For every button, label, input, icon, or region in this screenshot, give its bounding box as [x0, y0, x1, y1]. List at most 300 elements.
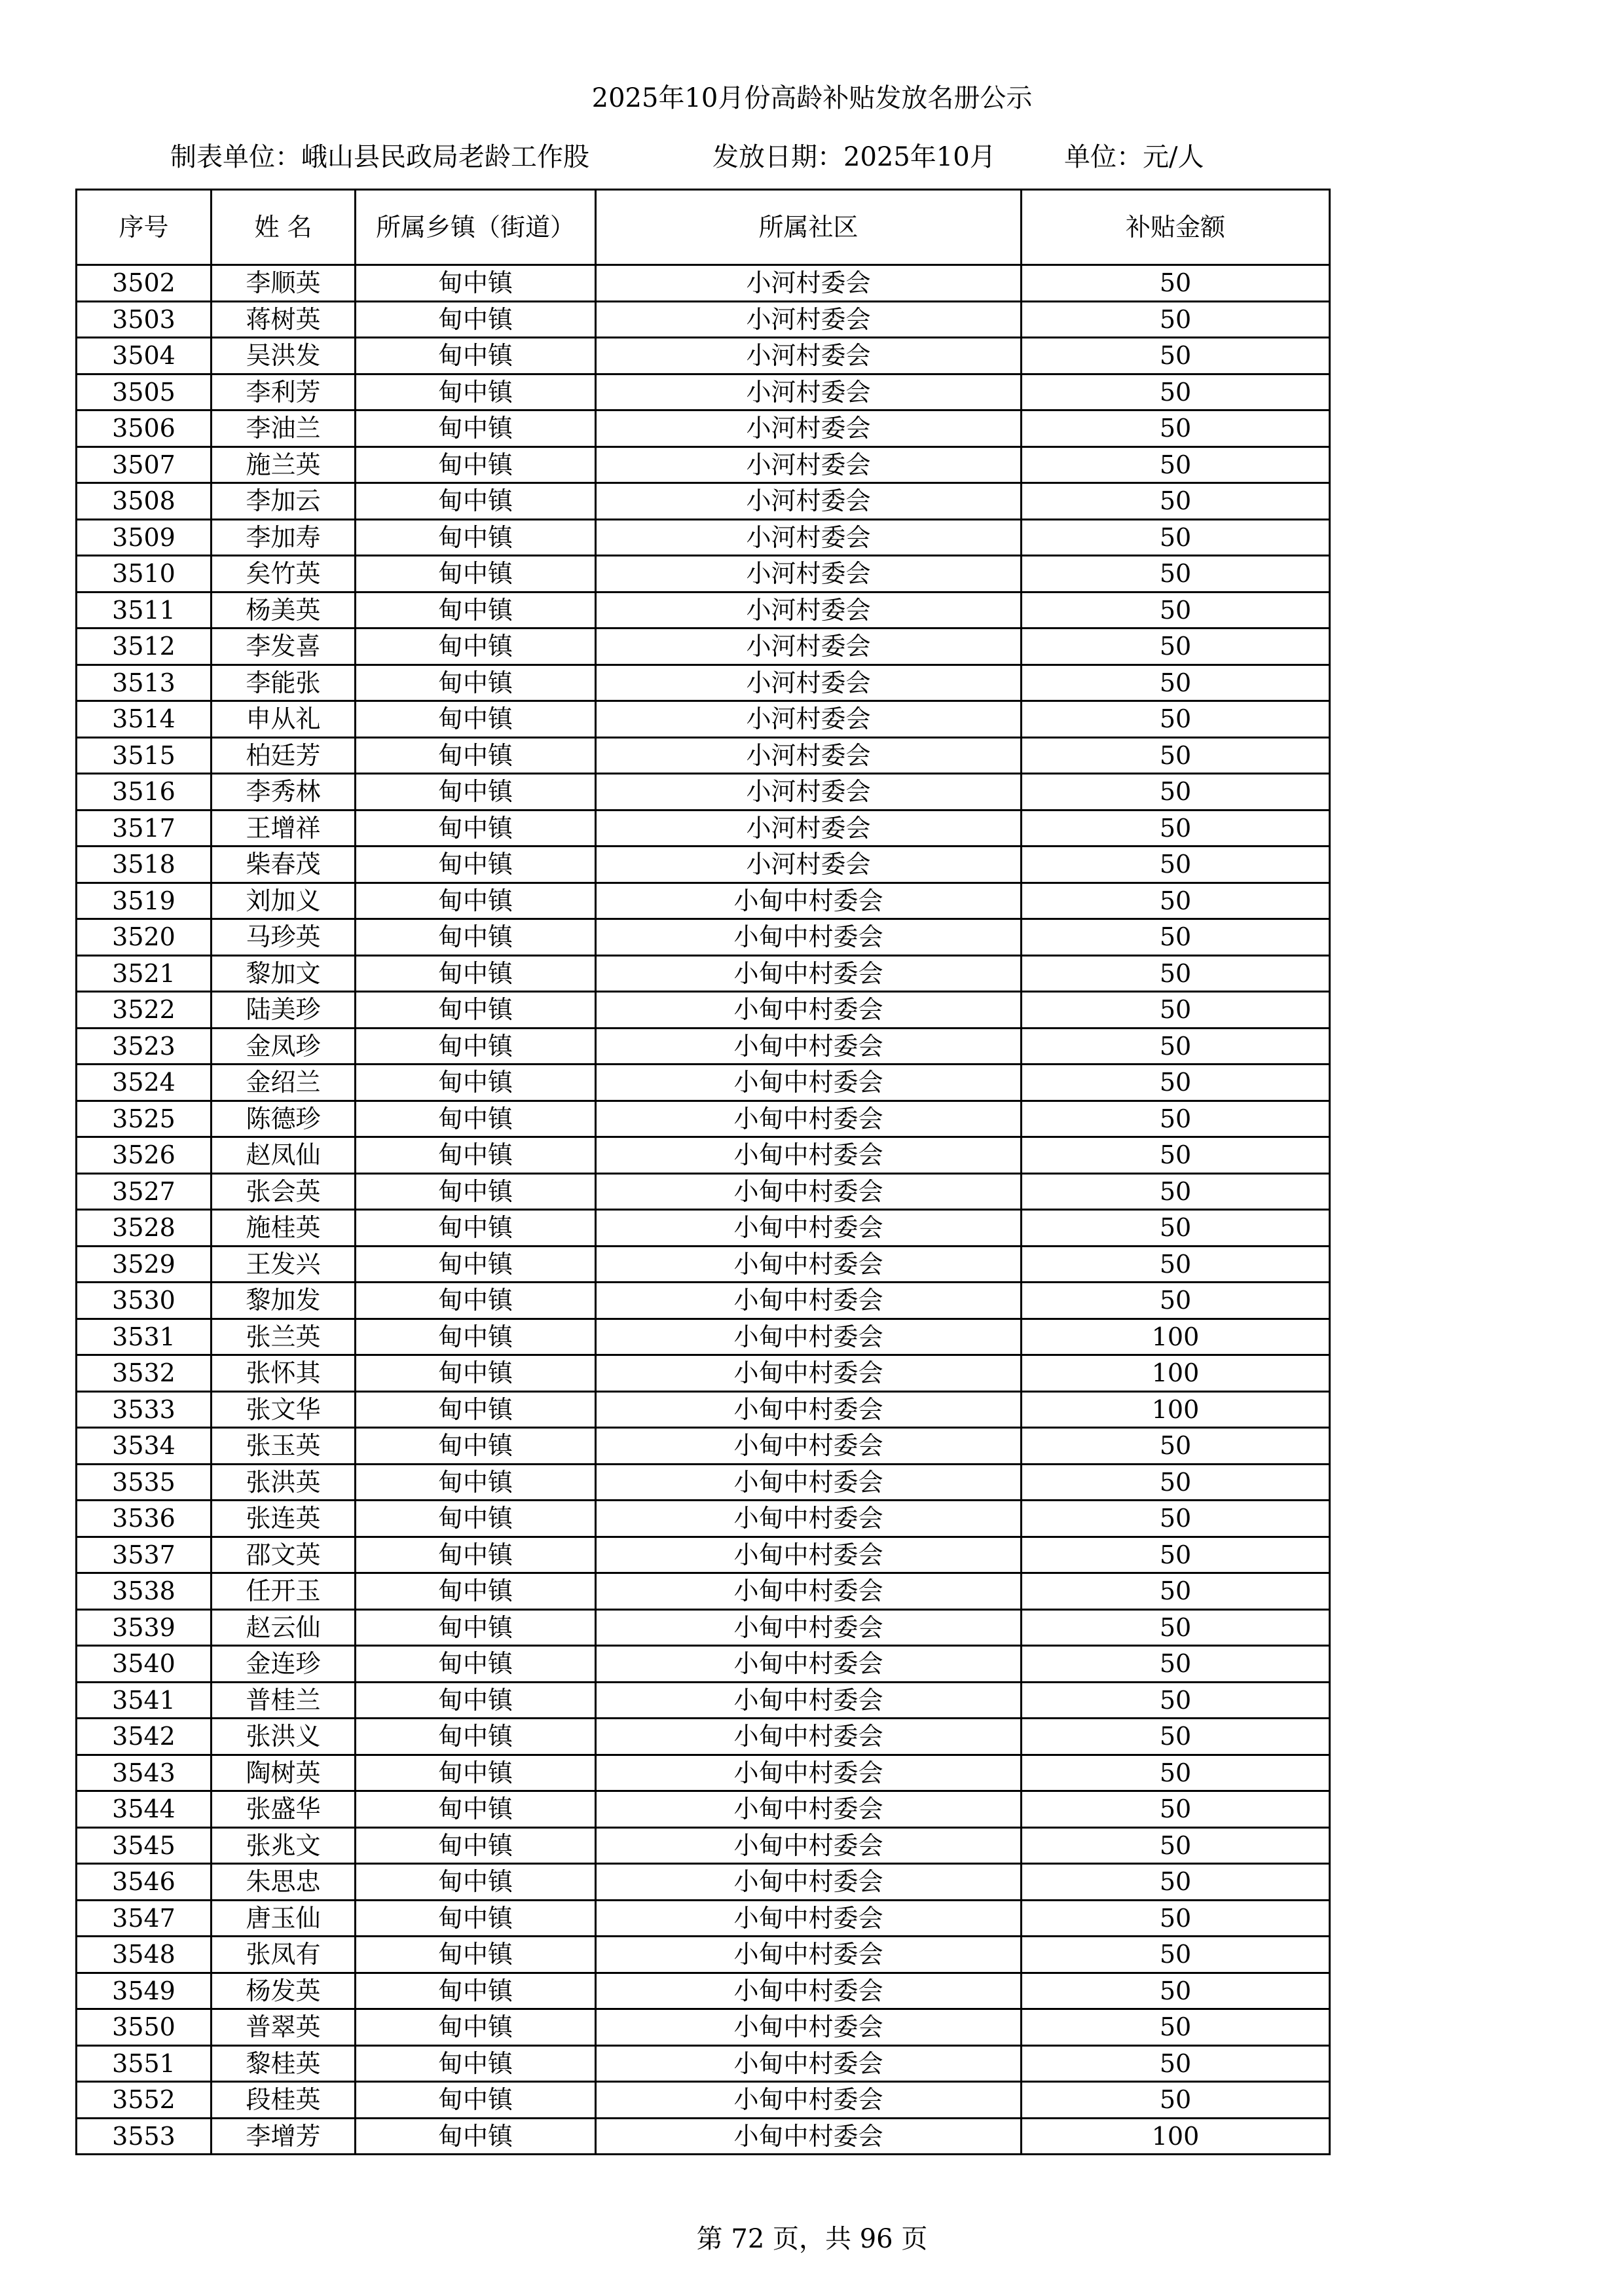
- cell-community: 小甸中村委会: [596, 1501, 1022, 1537]
- table-row: [77, 265, 1330, 302]
- cell-name: 赵云仙: [212, 1609, 356, 1646]
- cell-township: 甸中镇: [356, 1827, 596, 1864]
- cell-index: 3530: [77, 1283, 212, 1319]
- cell-name: 柴春茂: [212, 847, 356, 883]
- cell-name: 杨美英: [212, 592, 356, 629]
- table-row: [77, 1246, 1330, 1283]
- table-row: [77, 1283, 1330, 1319]
- cell-amount: 50: [1022, 1173, 1330, 1210]
- cell-community: 小甸中村委会: [596, 1864, 1022, 1901]
- cell-index: 3516: [77, 774, 212, 811]
- cell-index: 3509: [77, 519, 212, 556]
- cell-name: 李能张: [212, 665, 356, 701]
- document-meta: [0, 137, 1624, 177]
- cell-community: 小甸中村委会: [596, 1246, 1022, 1283]
- cell-community: 小河村委会: [596, 701, 1022, 738]
- cell-township: 甸中镇: [356, 1573, 596, 1610]
- cell-community: 小河村委会: [596, 338, 1022, 374]
- cell-index: 3531: [77, 1319, 212, 1355]
- cell-index: 3545: [77, 1827, 212, 1864]
- cell-community: 小河村委会: [596, 556, 1022, 592]
- cell-community: 小河村委会: [596, 774, 1022, 811]
- cell-name: 张文华: [212, 1391, 356, 1428]
- cell-community: 小甸中村委会: [596, 1719, 1022, 1755]
- cell-community: 小甸中村委会: [596, 1609, 1022, 1646]
- cell-index: 3552: [77, 2082, 212, 2119]
- cell-amount: 50: [1022, 446, 1330, 483]
- table-row: [77, 1065, 1330, 1101]
- cell-township: 甸中镇: [356, 2118, 596, 2155]
- cell-name: 施兰英: [212, 446, 356, 483]
- header-township: 所属乡镇（街道）: [356, 190, 596, 265]
- table-row: [77, 301, 1330, 338]
- cell-index: 3540: [77, 1646, 212, 1683]
- cell-amount: 50: [1022, 847, 1330, 883]
- cell-amount: 50: [1022, 1283, 1330, 1319]
- cell-index: 3525: [77, 1101, 212, 1137]
- cell-name: 李发喜: [212, 629, 356, 665]
- cell-name: 陆美珍: [212, 992, 356, 1029]
- table-row: [77, 701, 1330, 738]
- cell-name: 矣竹英: [212, 556, 356, 592]
- cell-name: 张凤有: [212, 1937, 356, 1973]
- cell-name: 王增祥: [212, 810, 356, 847]
- cell-community: 小甸中村委会: [596, 919, 1022, 956]
- cell-index: 3504: [77, 338, 212, 374]
- cell-name: 黎加文: [212, 955, 356, 992]
- cell-index: 3512: [77, 629, 212, 665]
- cell-community: 小河村委会: [596, 629, 1022, 665]
- cell-amount: 50: [1022, 1137, 1330, 1174]
- cell-township: 甸中镇: [356, 919, 596, 956]
- cell-community: 小甸中村委会: [596, 1210, 1022, 1247]
- cell-township: 甸中镇: [356, 1973, 596, 2009]
- cell-index: 3536: [77, 1501, 212, 1537]
- table-row: [77, 1101, 1330, 1137]
- cell-amount: 50: [1022, 1827, 1330, 1864]
- cell-township: 甸中镇: [356, 1028, 596, 1065]
- issue-date: 发放日期：2025年10月: [712, 142, 996, 172]
- cell-index: 3546: [77, 1864, 212, 1901]
- cell-amount: 50: [1022, 1501, 1330, 1537]
- cell-township: 甸中镇: [356, 519, 596, 556]
- cell-index: 3508: [77, 483, 212, 520]
- cell-township: 甸中镇: [356, 265, 596, 302]
- cell-township: 甸中镇: [356, 2082, 596, 2119]
- cell-amount: 50: [1022, 1609, 1330, 1646]
- cell-name: 金凤珍: [212, 1028, 356, 1065]
- table-row: [77, 1973, 1330, 2009]
- cell-community: 小甸中村委会: [596, 1537, 1022, 1573]
- cell-index: 3549: [77, 1973, 212, 2009]
- cell-community: 小甸中村委会: [596, 1646, 1022, 1683]
- document-title: 2025年10月份高龄补贴发放名册公示: [591, 83, 1033, 113]
- cell-name: 李利芳: [212, 374, 356, 410]
- cell-township: 甸中镇: [356, 1755, 596, 1791]
- cell-amount: 50: [1022, 629, 1330, 665]
- cell-community: 小甸中村委会: [596, 1791, 1022, 1828]
- cell-amount: 50: [1022, 301, 1330, 338]
- cell-name: 李加寿: [212, 519, 356, 556]
- cell-name: 张连英: [212, 1501, 356, 1537]
- cell-name: 黎加发: [212, 1283, 356, 1319]
- table-row: [77, 629, 1330, 665]
- cell-amount: 50: [1022, 2009, 1330, 2046]
- cell-township: 甸中镇: [356, 992, 596, 1029]
- cell-amount: 50: [1022, 955, 1330, 992]
- cell-township: 甸中镇: [356, 2045, 596, 2082]
- table-body: [77, 265, 1330, 2155]
- cell-community: 小甸中村委会: [596, 2118, 1022, 2155]
- cell-community: 小河村委会: [596, 847, 1022, 883]
- cell-index: 3541: [77, 1682, 212, 1719]
- cell-name: 张洪英: [212, 1464, 356, 1501]
- cell-township: 甸中镇: [356, 338, 596, 374]
- cell-township: 甸中镇: [356, 1501, 596, 1537]
- cell-community: 小甸中村委会: [596, 1319, 1022, 1355]
- cell-township: 甸中镇: [356, 1319, 596, 1355]
- cell-name: 李油兰: [212, 410, 356, 447]
- cell-index: 3538: [77, 1573, 212, 1610]
- cell-name: 李加云: [212, 483, 356, 520]
- table-row: [77, 2082, 1330, 2119]
- cell-index: 3529: [77, 1246, 212, 1283]
- cell-index: 3507: [77, 446, 212, 483]
- table-row: [77, 1355, 1330, 1392]
- cell-amount: 50: [1022, 2045, 1330, 2082]
- cell-name: 杨发英: [212, 1973, 356, 2009]
- cell-amount: 100: [1022, 1391, 1330, 1428]
- cell-community: 小河村委会: [596, 410, 1022, 447]
- cell-amount: 50: [1022, 919, 1330, 956]
- cell-township: 甸中镇: [356, 1537, 596, 1573]
- cell-name: 张玉英: [212, 1428, 356, 1465]
- cell-index: 3502: [77, 265, 212, 302]
- table-row: [77, 992, 1330, 1029]
- cell-township: 甸中镇: [356, 1391, 596, 1428]
- cell-township: 甸中镇: [356, 1937, 596, 1973]
- cell-name: 刘加义: [212, 883, 356, 919]
- cell-name: 马珍英: [212, 919, 356, 956]
- cell-community: 小甸中村委会: [596, 1101, 1022, 1137]
- cell-index: 3533: [77, 1391, 212, 1428]
- cell-township: 甸中镇: [356, 955, 596, 992]
- cell-index: 3510: [77, 556, 212, 592]
- table-row: [77, 1682, 1330, 1719]
- cell-community: 小甸中村委会: [596, 1573, 1022, 1610]
- cell-index: 3506: [77, 410, 212, 447]
- cell-name: 唐玉仙: [212, 1900, 356, 1937]
- cell-community: 小甸中村委会: [596, 2082, 1022, 2119]
- cell-township: 甸中镇: [356, 1210, 596, 1247]
- table-row: [77, 1864, 1330, 1901]
- cell-community: 小河村委会: [596, 301, 1022, 338]
- table-row: [77, 2009, 1330, 2046]
- cell-name: 施桂英: [212, 1210, 356, 1247]
- cell-community: 小甸中村委会: [596, 2009, 1022, 2046]
- cell-community: 小甸中村委会: [596, 992, 1022, 1029]
- cell-index: 3548: [77, 1937, 212, 1973]
- cell-index: 3527: [77, 1173, 212, 1210]
- cell-township: 甸中镇: [356, 1137, 596, 1174]
- cell-index: 3535: [77, 1464, 212, 1501]
- cell-township: 甸中镇: [356, 1791, 596, 1828]
- cell-amount: 50: [1022, 483, 1330, 520]
- cell-amount: 50: [1022, 1646, 1330, 1683]
- cell-community: 小甸中村委会: [596, 1137, 1022, 1174]
- table-row: [77, 1900, 1330, 1937]
- table-row: [77, 1501, 1330, 1537]
- cell-name: 朱思忠: [212, 1864, 356, 1901]
- cell-index: 3517: [77, 810, 212, 847]
- cell-name: 赵凤仙: [212, 1137, 356, 1174]
- cell-name: 陶树英: [212, 1755, 356, 1791]
- cell-township: 甸中镇: [356, 774, 596, 811]
- cell-name: 蒋树英: [212, 301, 356, 338]
- cell-township: 甸中镇: [356, 883, 596, 919]
- cell-index: 3526: [77, 1137, 212, 1174]
- table-row: [77, 1428, 1330, 1465]
- table-row: [77, 410, 1330, 447]
- cell-community: 小河村委会: [596, 810, 1022, 847]
- cell-amount: 50: [1022, 810, 1330, 847]
- cell-amount: 100: [1022, 2118, 1330, 2155]
- cell-amount: 50: [1022, 1573, 1330, 1610]
- cell-amount: 50: [1022, 556, 1330, 592]
- cell-index: 3553: [77, 2118, 212, 2155]
- cell-index: 3505: [77, 374, 212, 410]
- cell-amount: 50: [1022, 1246, 1330, 1283]
- cell-township: 甸中镇: [356, 1646, 596, 1683]
- cell-index: 3519: [77, 883, 212, 919]
- cell-index: 3514: [77, 701, 212, 738]
- cell-community: 小河村委会: [596, 592, 1022, 629]
- cell-name: 张怀其: [212, 1355, 356, 1392]
- cell-index: 3542: [77, 1719, 212, 1755]
- cell-amount: 50: [1022, 992, 1330, 1029]
- table-row: [77, 374, 1330, 410]
- cell-name: 黎桂英: [212, 2045, 356, 2082]
- cell-name: 张洪义: [212, 1719, 356, 1755]
- cell-index: 3539: [77, 1609, 212, 1646]
- cell-index: 3523: [77, 1028, 212, 1065]
- cell-amount: 50: [1022, 665, 1330, 701]
- cell-community: 小甸中村委会: [596, 1283, 1022, 1319]
- cell-amount: 50: [1022, 1719, 1330, 1755]
- cell-township: 甸中镇: [356, 629, 596, 665]
- cell-township: 甸中镇: [356, 1682, 596, 1719]
- cell-township: 甸中镇: [356, 737, 596, 774]
- cell-index: 3550: [77, 2009, 212, 2046]
- cell-amount: 50: [1022, 1973, 1330, 2009]
- cell-township: 甸中镇: [356, 301, 596, 338]
- cell-index: 3543: [77, 1755, 212, 1791]
- cell-name: 李增芳: [212, 2118, 356, 2155]
- cell-name: 李顺英: [212, 265, 356, 302]
- cell-community: 小甸中村委会: [596, 1937, 1022, 1973]
- cell-index: 3528: [77, 1210, 212, 1247]
- table-row: [77, 1464, 1330, 1501]
- cell-index: 3534: [77, 1428, 212, 1465]
- cell-amount: 50: [1022, 1900, 1330, 1937]
- cell-township: 甸中镇: [356, 1864, 596, 1901]
- issuing-unit: 制表单位：峨山县民政局老龄工作股: [170, 142, 589, 172]
- cell-name: 申从礼: [212, 701, 356, 738]
- cell-amount: 50: [1022, 1101, 1330, 1137]
- cell-township: 甸中镇: [356, 410, 596, 447]
- table-row: [77, 592, 1330, 629]
- cell-amount: 50: [1022, 1937, 1330, 1973]
- cell-amount: 50: [1022, 883, 1330, 919]
- cell-township: 甸中镇: [356, 1355, 596, 1392]
- cell-index: 3532: [77, 1355, 212, 1392]
- cell-township: 甸中镇: [356, 665, 596, 701]
- table-row: [77, 883, 1330, 919]
- cell-community: 小河村委会: [596, 374, 1022, 410]
- table-row: [77, 1028, 1330, 1065]
- cell-amount: 50: [1022, 410, 1330, 447]
- cell-community: 小河村委会: [596, 665, 1022, 701]
- table-row: [77, 2045, 1330, 2082]
- table-row: [77, 955, 1330, 992]
- cell-amount: 50: [1022, 1682, 1330, 1719]
- table-row: [77, 665, 1330, 701]
- table-row: [77, 483, 1330, 520]
- cell-amount: 50: [1022, 1464, 1330, 1501]
- cell-community: 小甸中村委会: [596, 955, 1022, 992]
- table-row: [77, 1646, 1330, 1683]
- header-index: 序号: [77, 190, 212, 265]
- cell-township: 甸中镇: [356, 1246, 596, 1283]
- cell-community: 小甸中村委会: [596, 1973, 1022, 2009]
- table-row: [77, 1137, 1330, 1174]
- cell-amount: 50: [1022, 1864, 1330, 1901]
- table-row: [77, 737, 1330, 774]
- cell-community: 小甸中村委会: [596, 1682, 1022, 1719]
- cell-name: 邵文英: [212, 1537, 356, 1573]
- cell-amount: 50: [1022, 1028, 1330, 1065]
- cell-index: 3524: [77, 1065, 212, 1101]
- cell-index: 3520: [77, 919, 212, 956]
- cell-name: 吴洪发: [212, 338, 356, 374]
- cell-township: 甸中镇: [356, 1101, 596, 1137]
- cell-township: 甸中镇: [356, 446, 596, 483]
- cell-index: 3551: [77, 2045, 212, 2082]
- table-row: [77, 1173, 1330, 1210]
- cell-township: 甸中镇: [356, 483, 596, 520]
- cell-amount: 50: [1022, 265, 1330, 302]
- cell-name: 金绍兰: [212, 1065, 356, 1101]
- table-header-row: [77, 190, 1330, 265]
- cell-community: 小甸中村委会: [596, 1755, 1022, 1791]
- cell-name: 陈德珍: [212, 1101, 356, 1137]
- cell-name: 张盛华: [212, 1791, 356, 1828]
- cell-amount: 50: [1022, 374, 1330, 410]
- cell-index: 3521: [77, 955, 212, 992]
- cell-name: 任开玉: [212, 1573, 356, 1610]
- cell-township: 甸中镇: [356, 1900, 596, 1937]
- cell-community: 小甸中村委会: [596, 2045, 1022, 2082]
- cell-community: 小甸中村委会: [596, 1464, 1022, 1501]
- cell-index: 3547: [77, 1900, 212, 1937]
- table-row: [77, 1827, 1330, 1864]
- cell-index: 3544: [77, 1791, 212, 1828]
- cell-amount: 50: [1022, 1791, 1330, 1828]
- table-row: [77, 519, 1330, 556]
- cell-name: 张兆文: [212, 1827, 356, 1864]
- cell-community: 小甸中村委会: [596, 1391, 1022, 1428]
- cell-township: 甸中镇: [356, 374, 596, 410]
- cell-name: 段桂英: [212, 2082, 356, 2119]
- header-community: 所属社区: [596, 190, 1022, 265]
- table-row: [77, 1755, 1330, 1791]
- cell-amount: 100: [1022, 1319, 1330, 1355]
- cell-amount: 50: [1022, 338, 1330, 374]
- cell-name: 李秀林: [212, 774, 356, 811]
- cell-township: 甸中镇: [356, 701, 596, 738]
- cell-name: 张兰英: [212, 1319, 356, 1355]
- cell-index: 3515: [77, 737, 212, 774]
- cell-community: 小河村委会: [596, 737, 1022, 774]
- cell-community: 小河村委会: [596, 265, 1022, 302]
- table-row: [77, 338, 1330, 374]
- subsidy-table: [75, 189, 1331, 2155]
- cell-amount: 50: [1022, 519, 1330, 556]
- cell-community: 小河村委会: [596, 519, 1022, 556]
- cell-index: 3537: [77, 1537, 212, 1573]
- cell-index: 3522: [77, 992, 212, 1029]
- cell-township: 甸中镇: [356, 556, 596, 592]
- currency-unit: 单位：元/人: [1064, 142, 1204, 172]
- table-row: [77, 1319, 1330, 1355]
- table-row: [77, 1609, 1330, 1646]
- cell-community: 小甸中村委会: [596, 1900, 1022, 1937]
- cell-name: 普翠英: [212, 2009, 356, 2046]
- cell-index: 3518: [77, 847, 212, 883]
- table-row: [77, 919, 1330, 956]
- cell-community: 小甸中村委会: [596, 1065, 1022, 1101]
- cell-amount: 50: [1022, 1428, 1330, 1465]
- cell-index: 3503: [77, 301, 212, 338]
- cell-township: 甸中镇: [356, 1283, 596, 1319]
- table-row: [77, 1791, 1330, 1828]
- table-row: [77, 1537, 1330, 1573]
- cell-amount: 50: [1022, 774, 1330, 811]
- cell-township: 甸中镇: [356, 1065, 596, 1101]
- cell-index: 3513: [77, 665, 212, 701]
- cell-township: 甸中镇: [356, 1719, 596, 1755]
- table-row: [77, 446, 1330, 483]
- cell-township: 甸中镇: [356, 1609, 596, 1646]
- cell-name: 张会英: [212, 1173, 356, 1210]
- page-footer: 第 72 页，共 96 页: [696, 2224, 928, 2254]
- table-row: [77, 1573, 1330, 1610]
- cell-amount: 50: [1022, 1210, 1330, 1247]
- cell-amount: 50: [1022, 1537, 1330, 1573]
- cell-township: 甸中镇: [356, 1173, 596, 1210]
- table-row: [77, 1210, 1330, 1247]
- cell-amount: 100: [1022, 1355, 1330, 1392]
- table-row: [77, 774, 1330, 811]
- cell-amount: 50: [1022, 2082, 1330, 2119]
- table-row: [77, 1719, 1330, 1755]
- cell-community: 小甸中村委会: [596, 1428, 1022, 1465]
- cell-township: 甸中镇: [356, 810, 596, 847]
- cell-name: 柏廷芳: [212, 737, 356, 774]
- cell-township: 甸中镇: [356, 2009, 596, 2046]
- cell-community: 小甸中村委会: [596, 1827, 1022, 1864]
- cell-amount: 50: [1022, 737, 1330, 774]
